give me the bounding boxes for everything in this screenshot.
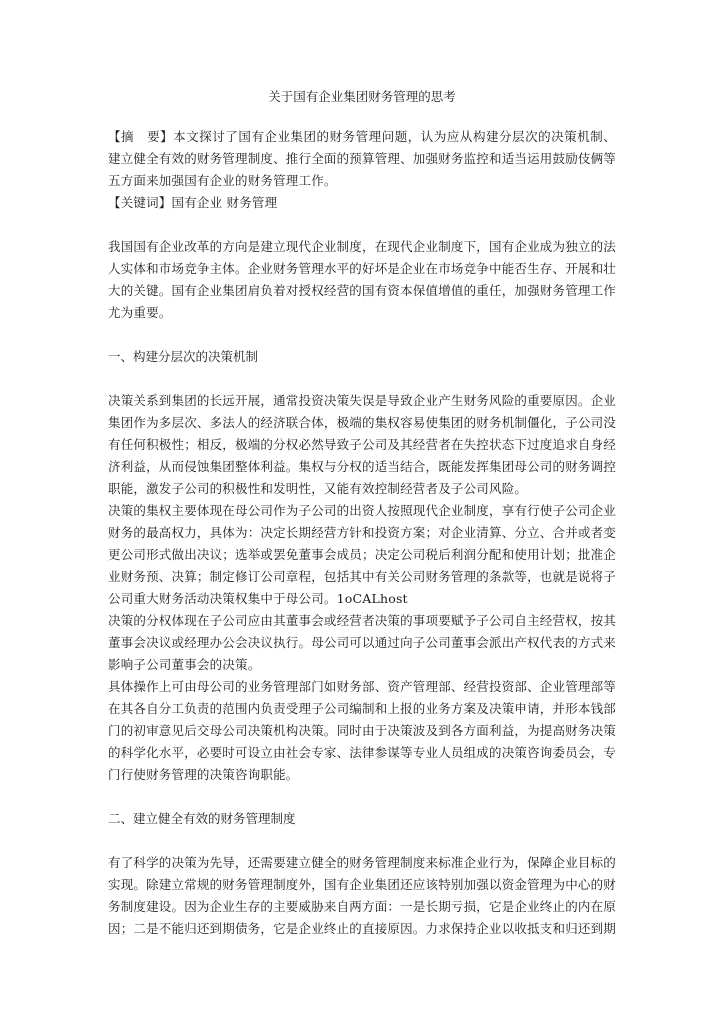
keywords-text: 国有企业 财务管理 [171, 195, 278, 210]
keywords [108, 192, 616, 214]
keywords-label: 【关键词】 [108, 195, 172, 210]
section-2-paragraph: 有了科学的决策为先导，还需要建立健全的财务管理制度来标准企业行为，保障企业目标的实现。除建立常规的财务管理制度外，国有企业集团还应该特别加强以资金管理为中心的财务制度建设。因为企业生存的主要威胁来自两方面：一是长期亏损，它是企业终止的内在原因；二是不能归还到期债务，它是企业终止的直接原因。力求保持企业以收抵支和归还到期 [108, 855, 617, 936]
section-1-paragraph: 具体操作上可由母公司的业务管理部门如财务部、资产管理部、经营投资部、企业管理部等在其各自分工负责的范围内负责受理子公司编制和上报的业务方案及决策申请，并形本钱部门的初审意见后交母公司决策机构决策。同时由于决策波及到各方面利益，为提高财务决策的科学化水平，必要时可设立由社会专家、法律参谋等专业人员组成的决策咨询委员会，专门行使财务管理的决策咨询职能。 [108, 679, 617, 782]
abstract-label: 【摘 要】 [108, 129, 174, 144]
section-1-paragraph: 决策的集权主要体现在母公司作为子公司的出资人按照现代企业制度，享有行使子公司企业财务的最高权力，具体为：决定长期经营方针和投资方案；对企业清算、分立、合并或者变更公司形式做出决议；选举或罢免董事会成员；决定公司税后利润分配和使用计划；批准企业财务预、决算；制定修订公司章程，包括其中有关公司财务管理的条款等，也就是说将子公司重大财务活动决策权集中于母公司。1oCALhost [108, 503, 617, 606]
abstract [108, 126, 616, 192]
section-1-heading: 一、构建分层次的决策机制 [108, 349, 259, 364]
section-1-paragraph: 决策关系到集团的长远开展，通常投资决策失误是导致企业产生财务风险的重要原因。企业集团作为多层次、多法人的经济联合体，极端的集权容易使集团的财务机制僵化，子公司没有任何积极性；相反，极端的分权必然导致子公司及其经营者在失控状态下过度追求自身经济利益，从而侵蚀集团整体利益。集权与分权的适当结合，既能发挥集团母公司的财务调控职能，激发子公司的积极性和发明性，又能有效控制经营者及子公司风险。 [108, 393, 617, 496]
document-title: 关于国有企业集团财务管理的思考 [268, 89, 456, 104]
abstract-text: 本文探讨了国有企业集团的财务管理问题，认为应从构建分层次的决策机制、建立健全有效的财务管理制度、推行全面的预算管理、加强财务监控和适当运用鼓励伎俩等五方面来加强国有企业的财务管理工作。 [108, 129, 617, 188]
section-2-heading: 二、建立健全有效的财务管理制度 [108, 811, 296, 826]
section-1-paragraph: 决策的分权体现在子公司应由其董事会或经营者决策的事项要赋予子公司自主经营权，按其董事会决议或经理办公会决议执行。母公司可以通过向子公司董事会派出产权代表的方式来影响子公司董事会的决策。 [108, 613, 617, 672]
intro-paragraph: 我国国有企业改革的方向是建立现代企业制度，在现代企业制度下，国有企业成为独立的法人实体和市场竞争主体。企业财务管理水平的好坏是企业在市场竞争中能否生存、开展和壮大的关键。国有企业集团肩负着对授权经营的国有资本保值增值的重任，加强财务管理工作尤为重要。 [108, 239, 617, 320]
document-page [108, 88, 616, 940]
